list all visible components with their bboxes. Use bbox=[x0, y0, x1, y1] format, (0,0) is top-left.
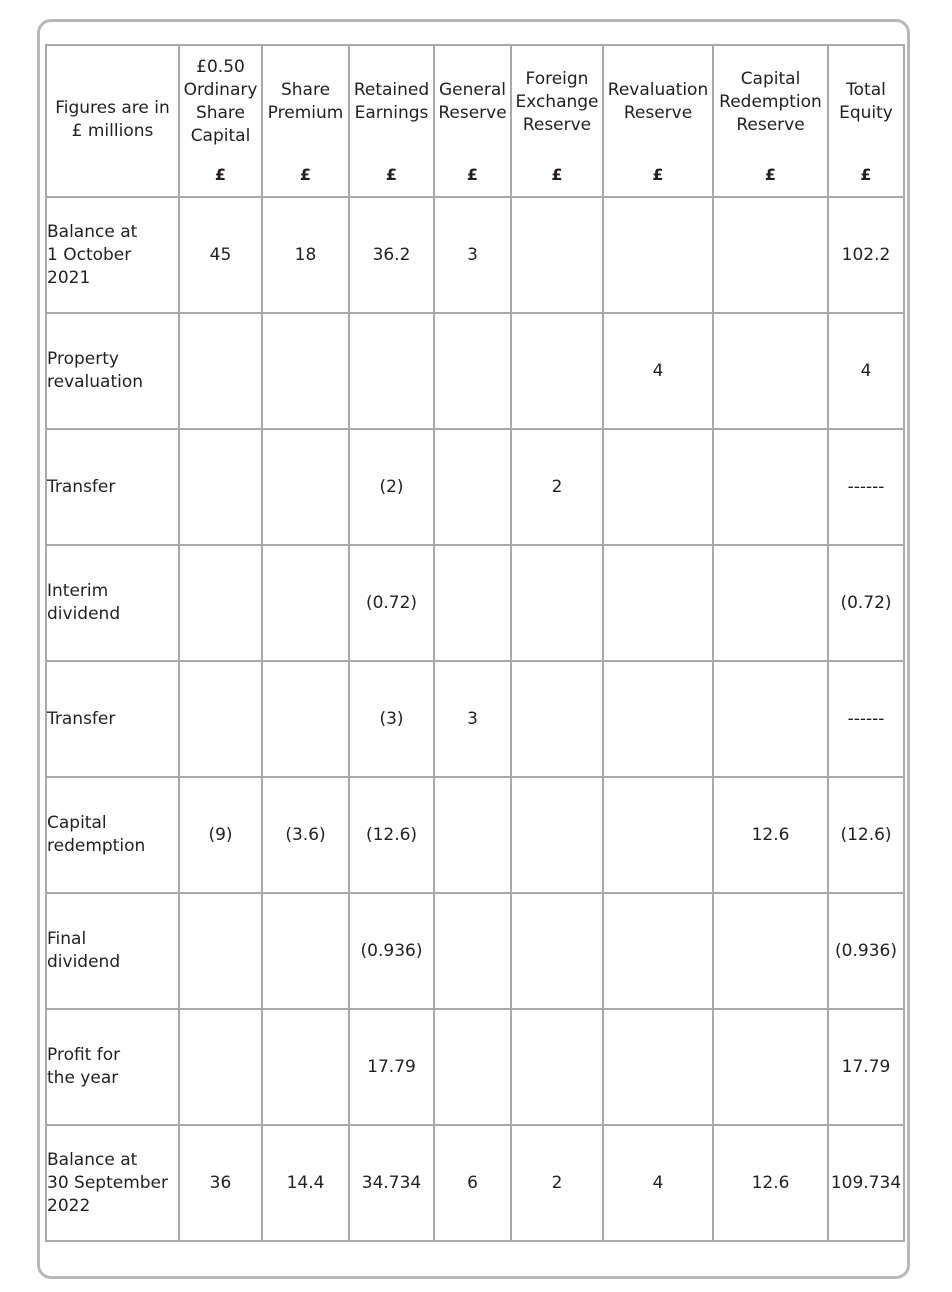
cell-share-premium bbox=[262, 429, 349, 545]
cell-row-label: Transfer bbox=[46, 429, 179, 545]
cell-revaluation-reserve bbox=[603, 661, 713, 777]
table-row bbox=[46, 1009, 904, 1125]
column-header-label: Share Premium bbox=[267, 80, 344, 123]
cell-foreign-exchange-reserve: 2 bbox=[511, 1125, 603, 1241]
cell-ordinary-share-capital: 45 bbox=[179, 197, 262, 313]
cell-share-premium bbox=[262, 313, 349, 429]
cell-ordinary-share-capital bbox=[179, 429, 262, 545]
cell-total-equity: 4 bbox=[828, 313, 904, 429]
table-row bbox=[46, 777, 904, 893]
column-header-revaluation-reserve bbox=[603, 45, 713, 197]
cell-total-equity: 102.2 bbox=[828, 197, 904, 313]
cell-row-label: Balance at 1 October 2021 bbox=[46, 197, 179, 313]
cell-retained-earnings: (0.936) bbox=[349, 893, 434, 1009]
cell-foreign-exchange-reserve bbox=[511, 197, 603, 313]
cell-revaluation-reserve bbox=[603, 893, 713, 1009]
cell-capital-redemption-reserve bbox=[713, 197, 828, 313]
cell-revaluation-reserve: 4 bbox=[603, 313, 713, 429]
cell-revaluation-reserve: 4 bbox=[603, 1125, 713, 1241]
column-header-ordinary-share-capital bbox=[179, 45, 262, 197]
cell-ordinary-share-capital bbox=[179, 545, 262, 661]
cell-capital-redemption-reserve: 12.6 bbox=[713, 1125, 828, 1241]
cell-retained-earnings: (3) bbox=[349, 661, 434, 777]
column-header-label: Total Equity bbox=[839, 80, 893, 123]
cell-capital-redemption-reserve bbox=[713, 661, 828, 777]
cell-ordinary-share-capital bbox=[179, 893, 262, 1009]
cell-total-equity: (0.936) bbox=[828, 893, 904, 1009]
cell-retained-earnings: (0.72) bbox=[349, 545, 434, 661]
cell-general-reserve bbox=[434, 1009, 511, 1125]
column-unit: £ bbox=[551, 165, 563, 184]
column-unit: £ bbox=[860, 165, 872, 184]
column-unit: £ bbox=[764, 165, 777, 184]
column-header-foreign-exchange-reserve bbox=[511, 45, 603, 197]
cell-row-label: Property revaluation bbox=[46, 313, 179, 429]
cell-retained-earnings: 34.734 bbox=[349, 1125, 434, 1241]
cell-general-reserve bbox=[434, 893, 511, 1009]
cell-retained-earnings bbox=[349, 313, 434, 429]
cell-foreign-exchange-reserve bbox=[511, 893, 603, 1009]
column-unit: £ bbox=[652, 165, 664, 184]
table-row bbox=[46, 893, 904, 1009]
column-header-retained-earnings bbox=[349, 45, 434, 197]
column-header-total-equity bbox=[828, 45, 904, 197]
column-header-label: £0.50 Ordinary Share Capital bbox=[183, 57, 258, 146]
cell-share-premium: (3.6) bbox=[262, 777, 349, 893]
cell-retained-earnings: (12.6) bbox=[349, 777, 434, 893]
cell-general-reserve bbox=[434, 429, 511, 545]
cell-foreign-exchange-reserve bbox=[511, 313, 603, 429]
cell-capital-redemption-reserve bbox=[713, 893, 828, 1009]
cell-share-premium bbox=[262, 893, 349, 1009]
cell-total-equity: ------ bbox=[828, 661, 904, 777]
cell-share-premium bbox=[262, 661, 349, 777]
cell-general-reserve bbox=[434, 777, 511, 893]
table-row bbox=[46, 1125, 904, 1241]
table-row bbox=[46, 661, 904, 777]
statement-of-changes-in-equity-table bbox=[45, 44, 905, 1242]
cell-total-equity: 109.734 bbox=[828, 1125, 904, 1241]
table-row bbox=[46, 313, 904, 429]
column-header-label: Figures are in £ millions bbox=[55, 98, 170, 141]
cell-capital-redemption-reserve bbox=[713, 313, 828, 429]
cell-share-premium: 14.4 bbox=[262, 1125, 349, 1241]
cell-retained-earnings: 17.79 bbox=[349, 1009, 434, 1125]
cell-capital-redemption-reserve bbox=[713, 429, 828, 545]
column-unit: £ bbox=[299, 165, 312, 184]
cell-ordinary-share-capital bbox=[179, 661, 262, 777]
cell-revaluation-reserve bbox=[603, 545, 713, 661]
cell-foreign-exchange-reserve: 2 bbox=[511, 429, 603, 545]
cell-foreign-exchange-reserve bbox=[511, 777, 603, 893]
cell-retained-earnings: (2) bbox=[349, 429, 434, 545]
column-header-label: Foreign Exchange Reserve bbox=[515, 68, 599, 135]
column-unit: £ bbox=[466, 165, 479, 184]
column-header-general-reserve bbox=[434, 45, 511, 197]
cell-revaluation-reserve bbox=[603, 429, 713, 545]
column-unit: £ bbox=[214, 165, 227, 184]
table-body bbox=[46, 197, 904, 1241]
cell-ordinary-share-capital bbox=[179, 313, 262, 429]
cell-revaluation-reserve bbox=[603, 777, 713, 893]
column-header-label: Capital Redemption Reserve bbox=[719, 68, 822, 135]
cell-general-reserve: 6 bbox=[434, 1125, 511, 1241]
cell-ordinary-share-capital: 36 bbox=[179, 1125, 262, 1241]
cell-share-premium: 18 bbox=[262, 197, 349, 313]
column-header-label: Revaluation Reserve bbox=[607, 80, 709, 123]
table-row bbox=[46, 197, 904, 313]
table-row bbox=[46, 429, 904, 545]
cell-foreign-exchange-reserve bbox=[511, 661, 603, 777]
cell-foreign-exchange-reserve bbox=[511, 1009, 603, 1125]
cell-revaluation-reserve bbox=[603, 197, 713, 313]
cell-total-equity: ------ bbox=[828, 429, 904, 545]
cell-capital-redemption-reserve bbox=[713, 1009, 828, 1125]
cell-capital-redemption-reserve: 12.6 bbox=[713, 777, 828, 893]
header-row bbox=[46, 45, 904, 197]
cell-row-label: Transfer bbox=[46, 661, 179, 777]
cell-revaluation-reserve bbox=[603, 1009, 713, 1125]
column-header-share-premium bbox=[262, 45, 349, 197]
cell-share-premium bbox=[262, 1009, 349, 1125]
cell-row-label: Final dividend bbox=[46, 893, 179, 1009]
column-header-capital-redemption-reserve bbox=[713, 45, 828, 197]
cell-foreign-exchange-reserve bbox=[511, 545, 603, 661]
cell-total-equity: (0.72) bbox=[828, 545, 904, 661]
cell-general-reserve: 3 bbox=[434, 661, 511, 777]
cell-row-label: Capital redemption bbox=[46, 777, 179, 893]
cell-row-label: Profit for the year bbox=[46, 1009, 179, 1125]
cell-ordinary-share-capital: (9) bbox=[179, 777, 262, 893]
column-header-label: Retained Earnings bbox=[353, 80, 430, 123]
cell-row-label: Balance at 30 September 2022 bbox=[46, 1125, 179, 1241]
column-unit: £ bbox=[385, 165, 398, 184]
column-header-label: General Reserve bbox=[438, 80, 507, 123]
cell-general-reserve bbox=[434, 545, 511, 661]
cell-share-premium bbox=[262, 545, 349, 661]
table-row bbox=[46, 545, 904, 661]
cell-general-reserve bbox=[434, 313, 511, 429]
column-header-figures bbox=[46, 45, 179, 197]
cell-capital-redemption-reserve bbox=[713, 545, 828, 661]
cell-total-equity: (12.6) bbox=[828, 777, 904, 893]
cell-total-equity: 17.79 bbox=[828, 1009, 904, 1125]
cell-general-reserve: 3 bbox=[434, 197, 511, 313]
cell-retained-earnings: 36.2 bbox=[349, 197, 434, 313]
cell-row-label: Interim dividend bbox=[46, 545, 179, 661]
cell-ordinary-share-capital bbox=[179, 1009, 262, 1125]
